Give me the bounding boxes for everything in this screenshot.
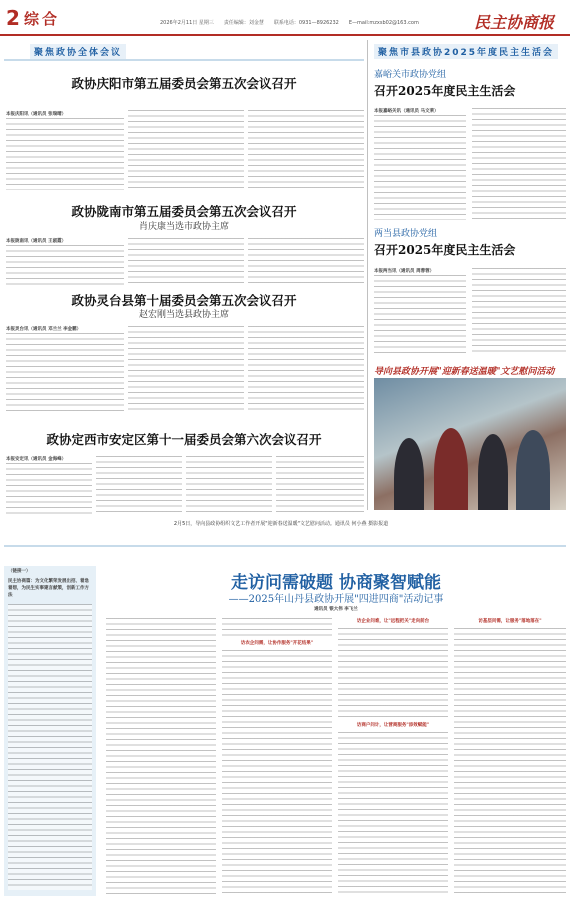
article-body [248,110,364,190]
article-body [128,238,244,285]
article-byline: 本报灵台讯（通讯员 邓兰兰 李金鹏） [6,327,82,332]
article-body [128,110,244,190]
article-subtitle: 肖庆康当选市政协主席 [138,222,229,232]
feature-body [454,628,566,896]
photo-caption: 2月5日，导向县政协组织文艺工作者开展"迎新春送温暖"文艺慰问活动。通讯员 何小燕 摄影报道 [173,521,389,527]
page-meta: 2026年2月11日 星期三 责任编辑：刘金慧 联系电话：0931—8926232 E—mail:mzxsb02@163.com [160,20,419,26]
feature-body [106,618,216,896]
article-byline: 本报两当讯（通讯员 周蓉蓉） [374,269,435,274]
feature-subhead: 访商户问计，让营商服务"添效赋能" [356,723,430,728]
article-body [6,118,124,190]
feature-body [222,618,332,638]
page-number: 2 [6,6,20,30]
masthead: 民主协商报 [474,13,555,32]
sidebar-head: 民主协商篇：为文化繁荣发展出招、着急着想，为民生实事建言献策，创新工作方法 [8,579,89,598]
article-subtitle: 赵宏刚当选县政协主席 [138,310,229,320]
article-title-lingtai: 政协灵台县第十届委员会第五次会议召开 [71,293,297,308]
feature-body [222,650,332,896]
page-name: 综合 [24,10,61,28]
photo-headline: 导向县政协开展"迎新春送温暖"文艺慰问活动 [374,367,555,377]
article-byline: 本报庆阳讯（通讯员 张瑞晴） [6,112,67,117]
article-byline: 本报嘉峪关讯（通讯员 马文莱） [374,109,439,114]
section-label-right: 聚焦市县政协2025年度民主生活会 [374,44,558,59]
article-body [248,238,364,285]
feature-subhead: 访基层问需，让服务"落地落在" [478,619,542,624]
article-kicker: 两当县政协党组 [374,229,438,239]
feature-title: 走访问需破题 协商聚智赋能 [231,573,441,593]
article-body [472,268,566,355]
feature-body [338,732,448,896]
feature-body [338,628,448,718]
article-body [186,456,272,515]
article-body [96,456,182,515]
sidebar-title: （链接一） [8,569,31,574]
article-byline: 本报陇南讯（通讯员 王淑霞） [6,239,67,244]
article-title-anding: 政协定西市安定区第十一届委员会第六次会议召开 [46,432,322,447]
article-body [6,463,92,515]
article-body [6,245,124,285]
article-body [248,326,364,413]
section-rule [4,59,364,61]
sidebar-body [8,604,92,890]
feature-rule [4,545,566,547]
article-body [276,456,364,515]
feature-subhead: 访企业问难，让"远程把关"走向前台 [356,619,430,624]
column-divider [367,40,368,510]
feature-subtitle: ——2025年山丹县政协开展"四进四商"活动记事 [228,594,444,605]
article-title-longnan: 政协陇南市第五届委员会第五次会议召开 [71,204,297,219]
article-body [472,108,566,220]
article-body [6,333,124,413]
article-title-qingyang: 政协庆阳市第五届委员会第五次会议召开 [71,76,297,91]
section-label-left: 聚焦政协全体会议 [30,44,126,59]
feature-subhead: 访农企问需，让协作服务"开花结果" [240,641,314,646]
article-byline: 本报安定讯（通讯员 金海峰） [6,457,67,462]
event-photo [374,378,566,510]
article-body [128,326,244,413]
article-title-jiayuguan: 召开2025年度民主生活会 [374,84,516,98]
feature-byline: 通讯员 银大伟 李飞兰 [314,607,358,612]
article-kicker: 嘉峪关市政协党组 [374,70,447,80]
article-body [374,275,466,355]
article-title-liangdang: 召开2025年度民主生活会 [374,243,516,257]
article-body [374,115,466,220]
